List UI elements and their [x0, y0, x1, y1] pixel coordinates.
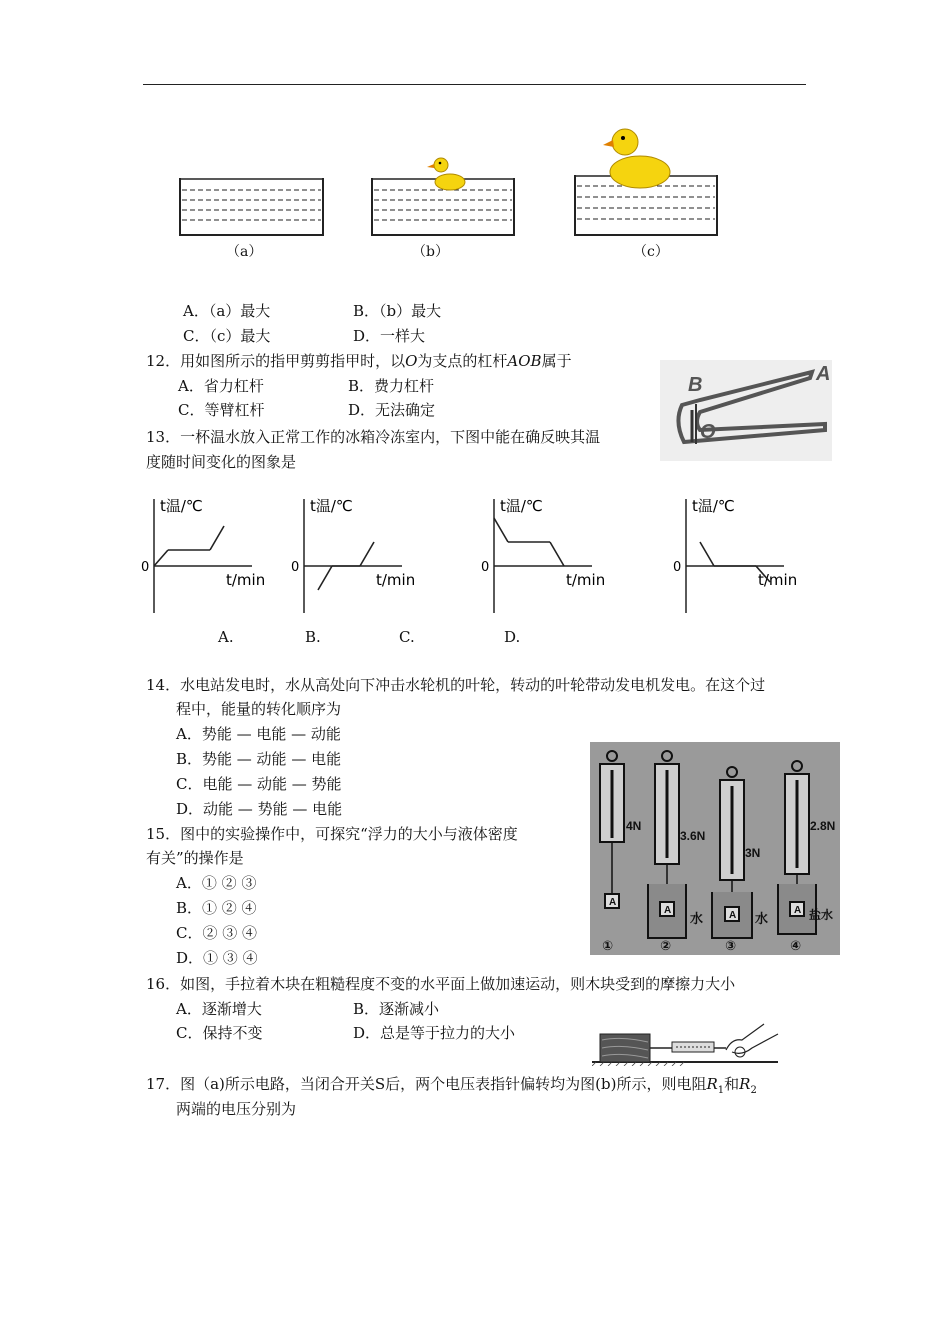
q12-option-a: A．省力杠杆	[178, 377, 264, 395]
reading-2: 3.6N	[680, 829, 706, 843]
r1-subscript: 1	[717, 1085, 725, 1096]
nail-clipper-figure	[660, 360, 832, 461]
container-a	[180, 178, 323, 235]
q15-line2: 有关”的操作是	[146, 849, 244, 867]
label-o: O	[700, 421, 716, 443]
y-axis-label: t温/℃	[160, 497, 203, 515]
graph-d-label: D.	[504, 628, 521, 646]
q11-option-c: C．（c）最大	[183, 327, 271, 345]
q14-option-b: B．势能 — 动能 — 电能	[176, 750, 342, 768]
reading-4: 2.8N	[810, 819, 836, 833]
q13-line1: 13．一杯温水放入正常工作的冰箱冷冻室内，下图中能在确反映其温	[146, 428, 601, 446]
q12-mid: 为支点的杠杆	[417, 352, 508, 370]
temperature-segment	[318, 566, 332, 590]
q11-option-b: B．（b）最大	[353, 302, 442, 320]
pull-block-figure	[592, 1020, 780, 1066]
temperature-segment	[360, 542, 374, 566]
reading-3: 3N	[745, 846, 761, 860]
q12-option-d: D．无法确定	[348, 401, 436, 419]
q16-option-c: C．保持不变	[176, 1024, 263, 1042]
x-axis-label: t/min	[566, 571, 606, 589]
label-b: B	[688, 374, 703, 396]
block-a-1: A	[609, 897, 617, 908]
fig-label-b: （b）	[412, 244, 449, 260]
q13-line2: 度随时间变化的图象是	[146, 453, 297, 471]
buoyancy-experiment-figure	[590, 742, 840, 955]
q16-option-d: D．总是等于拉力的大小	[353, 1024, 516, 1042]
q11-option-d: D．一样大	[353, 327, 426, 345]
num-4: ④	[790, 939, 802, 954]
x-axis-label: t/min	[376, 571, 416, 589]
q15-option-c: C．② ③ ④	[176, 924, 258, 942]
graph-a-label: A.	[218, 628, 234, 646]
liquid-water-2: 水	[755, 912, 769, 927]
q12-option-c: C．等臂杠杆	[178, 401, 265, 419]
large-duck-icon	[603, 129, 670, 188]
q15-option-d: D．① ③ ④	[176, 949, 258, 967]
q11-option-a: A．（a）最大	[183, 302, 271, 320]
x-axis-label: t/min	[226, 571, 266, 589]
liquid-saltwater: 盐水	[809, 908, 834, 922]
q17-line1	[146, 1074, 757, 1101]
graph-b-label: B.	[305, 628, 321, 646]
temperature-segment	[210, 526, 224, 550]
origin-label: 0	[141, 560, 150, 575]
block-a-4: A	[794, 905, 802, 916]
r2-label: R	[739, 1075, 751, 1093]
header-rule	[143, 84, 806, 85]
q14-option-d: D．动能 — 势能 — 电能	[176, 800, 343, 818]
temperature-segment	[154, 550, 168, 566]
graph-d	[672, 493, 822, 615]
q12-pivot-o: O	[405, 352, 418, 370]
y-axis-label: t温/℃	[692, 497, 735, 515]
graph-c	[480, 493, 630, 615]
q17-line2: 两端的电压分别为	[176, 1100, 297, 1118]
y-axis-label: t温/℃	[500, 497, 543, 515]
temperature-segment	[550, 542, 564, 566]
graph-b	[290, 493, 440, 615]
q12-question	[146, 351, 572, 371]
num-1: ①	[602, 939, 614, 954]
temperature-segment	[700, 542, 714, 566]
label-a: A	[816, 363, 831, 385]
q14-option-a: A．势能 — 电能 — 动能	[176, 725, 341, 743]
y-axis-label: t温/℃	[310, 497, 353, 515]
r1-label: R	[706, 1075, 718, 1093]
q15-line1: 15．图中的实验操作中，可探究“浮力的大小与液体密度	[146, 825, 518, 843]
q12-option-b: B．费力杠杆	[348, 377, 435, 395]
graph-a	[140, 493, 290, 615]
q17-and: 和	[724, 1075, 740, 1093]
q12-suffix: 属于	[541, 352, 572, 370]
q12-prefix: 12．用如图所示的指甲剪剪指甲时，以	[146, 352, 406, 370]
q12-aob: AOB	[507, 352, 542, 370]
q14-line2: 程中，能量的转化顺序为	[176, 700, 342, 718]
reading-1: 4N	[626, 819, 642, 833]
q16-line1: 16．如图，手拉着木块在粗糙程度不变的水平面上做加速运动，则木块受到的摩擦力大小	[146, 975, 736, 993]
q14-line1: 14．水电站发电时，水从高处向下冲击水轮机的叶轮，转动的叶轮带动发电机发电。在这个过	[146, 676, 766, 694]
graph-c-label: C.	[399, 628, 415, 646]
q16-option-a: A．逐渐增大	[176, 1000, 262, 1018]
x-axis-label: t/min	[758, 571, 798, 589]
num-3: ③	[725, 939, 737, 954]
fig-label-c: （c）	[633, 244, 669, 260]
q17-text: 17．图（a)所示电路，当闭合开关S后，两个电压表指针偏转均为图(b)所示，则电阻	[146, 1075, 707, 1093]
origin-label: 0	[481, 560, 490, 575]
liquid-water-1: 水	[690, 912, 704, 927]
r2-subscript: 2	[750, 1085, 757, 1096]
q15-option-a: A．① ② ③	[176, 874, 257, 892]
block-a-2: A	[664, 905, 672, 916]
num-2: ②	[660, 939, 672, 954]
origin-label: 0	[291, 560, 300, 575]
q14-option-c: C．电能 — 动能 — 势能	[176, 775, 342, 793]
fig-label-a: （a）	[226, 244, 263, 260]
block-a-3: A	[729, 910, 737, 921]
temperature-segment	[494, 518, 508, 542]
origin-label: 0	[673, 560, 682, 575]
q15-option-b: B．① ② ④	[176, 899, 257, 917]
q16-option-b: B．逐渐减小	[353, 1000, 440, 1018]
small-duck-icon	[427, 158, 465, 190]
